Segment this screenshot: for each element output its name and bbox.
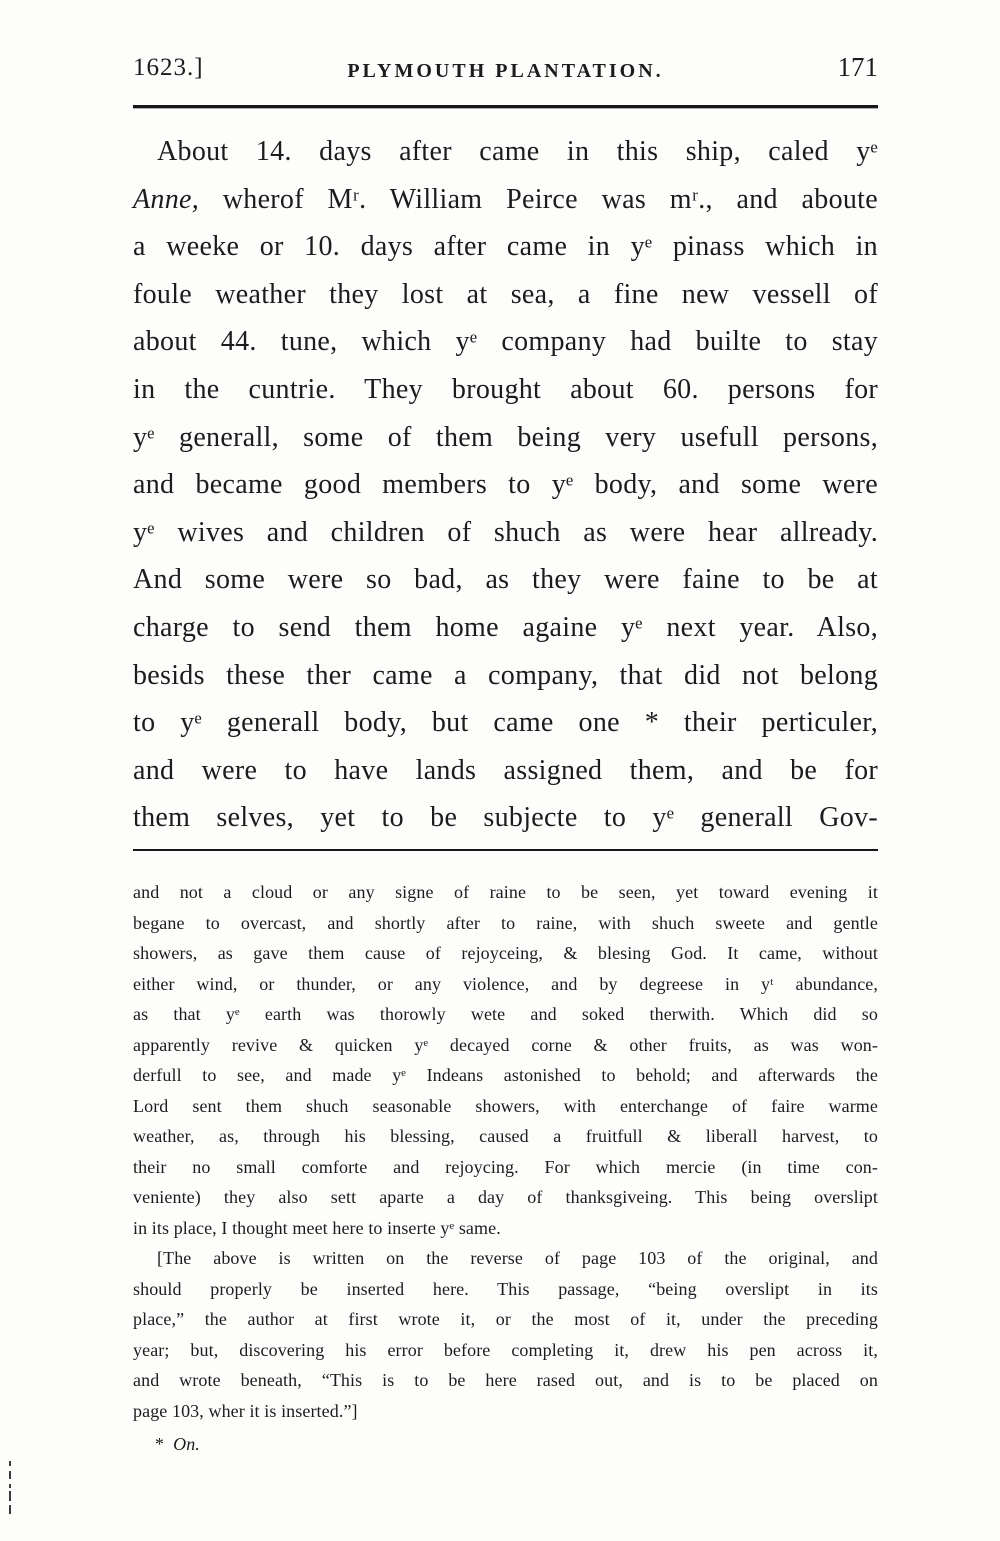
scan-artifact-marks (9, 1461, 12, 1521)
text-line: and were to have lands assigned them, and be for (133, 754, 878, 786)
text-line: in its place, I thought meet here to inserte yᵉ same. (133, 1217, 501, 1238)
text-line: Anne, wherof Mʳ. William Peirce was mʳ., and aboute (133, 183, 878, 215)
asterisk-symbol: * (155, 1434, 165, 1454)
header-page-number: 171 (837, 52, 878, 82)
text-line: charge to send them home againe yᵉ next year. Also, (133, 611, 878, 643)
text-line: year; but, discovering his error before completing it, drew his pen across it, (133, 1339, 878, 1360)
text-line: as that yᵉ earth was thorowly wete and soked therwith. Which did so (133, 1004, 878, 1024)
text-line: [The above is written on the reverse of page 103 of the original, and (157, 1248, 878, 1268)
text-line: about 44. tune, which yᵉ company had builte to stay (133, 326, 878, 358)
text-line: in the cuntrie. They brought about 60. persons for (133, 373, 878, 405)
text-line: showers, as gave them cause of rejoyceing, & blesing God. It came, without (133, 943, 878, 963)
footnote-rule (133, 849, 878, 851)
text-line: Lord sent them shuch seasonable showers, with enterchange of faire warme (133, 1095, 878, 1116)
header-title: PLYMOUTH PLANTATION. (347, 60, 664, 82)
text-line: and wrote beneath, “This is to be here rased out, and is to be placed on (133, 1370, 878, 1390)
text-line: begane to overcast, and shortly after to raine, with shuch sweete and gentle (133, 912, 878, 933)
footnote-paragraph-2 (133, 1243, 878, 1426)
text-line: page 103, wher it is inserted.”] (133, 1400, 358, 1421)
text-line: should properly be inserted here. This passage, “being overslipt in its (133, 1278, 878, 1299)
text-line: besids these ther came a company, that did not belong (133, 659, 878, 691)
footnote-marker-line (133, 1429, 878, 1460)
header-year: 1623.] (133, 54, 204, 81)
header-rule (133, 105, 878, 108)
text-line: a weeke or 10. days after came in yᵉ pinass which in (133, 231, 878, 263)
text-line: yᵉ generall, some of them being very usefull persons, (133, 421, 878, 453)
text-line: their no small comforte and rejoycing. For which mercie (in time con- (133, 1156, 878, 1177)
text-line: to yᵉ generall body, but came one * their perticuler, (133, 707, 878, 739)
footnote-marker-word: On. (173, 1434, 200, 1454)
body-text (133, 128, 878, 842)
text-line: place,” the author at first wrote it, or the most of it, under the preceding (133, 1309, 878, 1329)
text-line: and not a cloud or any signe of raine to be seen, yet toward evening it (133, 882, 878, 902)
text-line: derfull to see, and made yᵉ Indeans astonished to behold; and afterwards the (133, 1065, 878, 1085)
footnote-paragraph-1 (133, 877, 878, 1243)
text-line: About 14. days after came in this ship, caled yᵉ (157, 136, 878, 167)
text-line: apparently revive & quicken yᵉ decayed corne & other fruits, as was won- (133, 1034, 878, 1055)
text-line: foule weather they lost at sea, a fine new vessell of (133, 278, 878, 310)
text-line: yᵉ wives and children of shuch as were hear allready. (133, 516, 878, 548)
text-line: and became good members to yᵉ body, and some were (133, 469, 878, 501)
text-line: veniente) they also sett aparte a day of thanksgiveing. This being overslipt (133, 1187, 878, 1207)
text-line: And some were so bad, as they were faine to be at (133, 564, 878, 596)
text-line: weather, as, through his blessing, caused a fruitfull & liberall harvest, to (133, 1126, 878, 1146)
text-line: either wind, or thunder, or any violence, and by degreese in yᵗ abundance, (133, 973, 878, 994)
text-line: them selves, yet to be subjecte to yᵉ generall Gov- (133, 802, 878, 834)
footnote (133, 877, 878, 1460)
